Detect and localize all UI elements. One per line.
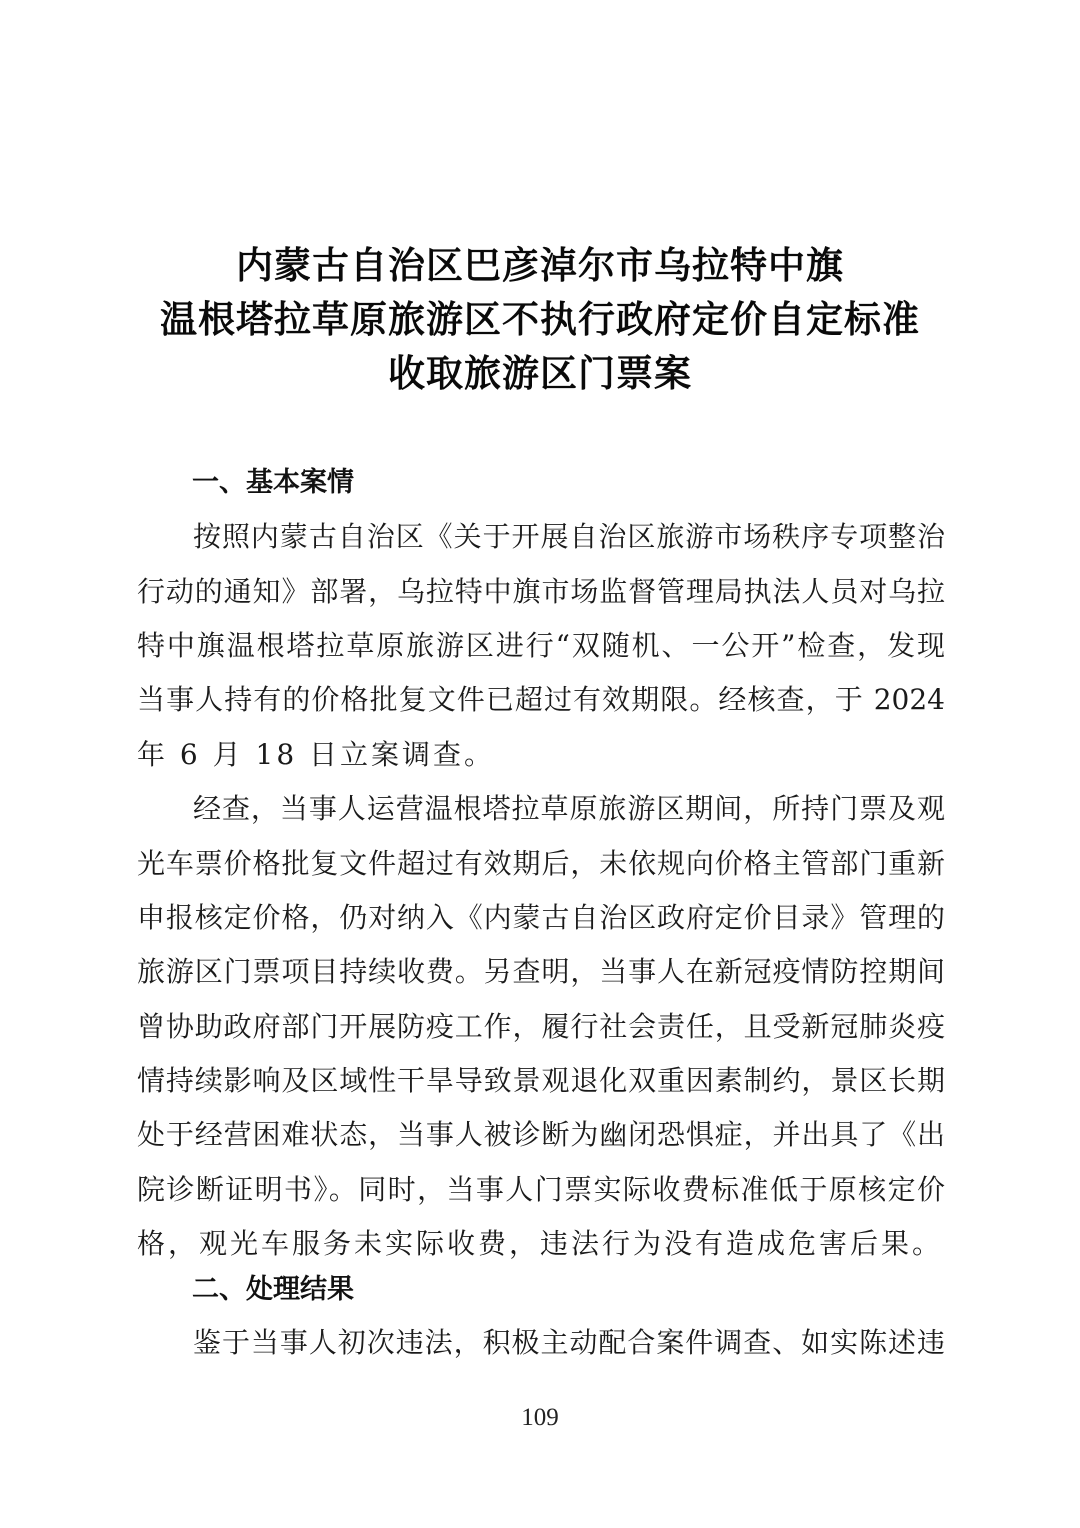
title-line-1: 内蒙古自治区巴彦淖尔市乌拉特中旗 [236,243,844,287]
page-number: 109 [521,1404,559,1431]
title-line-2: 温根塔拉草原旅游区不执行政府定价自定标准 [160,297,920,341]
body-line: 当事人持有的价格批复文件已超过有效期限。经核查，于 2024 [137,683,945,716]
body-line: 情持续影响及区域性干旱导致景观退化双重因素制约，景区长期 [137,1064,945,1097]
title-line-3: 收取旅游区门票案 [388,351,692,395]
body-line: 年 6 月 18 日立案调查。 [137,738,496,771]
body-line: 格，观光车服务未实际收费，违法行为没有造成危害后果。 [137,1227,944,1260]
body-line: 特中旗温根塔拉草原旅游区进行“双随机、一公开”检查，发现 [137,629,945,662]
body-line: 旅游区门票项目持续收费。另查明，当事人在新冠疫情防控期间 [137,955,945,988]
body-line: 经查，当事人运营温根塔拉草原旅游区期间，所持门票及观 [193,792,945,825]
body-line: 申报核定价格，仍对纳入《内蒙古自治区政府定价目录》管理的 [137,901,945,934]
body-line: 曾协助政府部门开展防疫工作，履行社会责任，且受新冠肺炎疫 [137,1010,945,1043]
body-line: 处于经营困难状态，当事人被诊断为幽闭恐惧症，并出具了《出 [137,1118,945,1151]
body-line: 鉴于当事人初次违法，积极主动配合案件调查、如实陈述违 [193,1326,945,1359]
body-line: 按照内蒙古自治区《关于开展自治区旅游市场秩序专项整治 [193,520,945,553]
section-heading-handling-result: 二、处理结果 [192,1274,354,1305]
body-line: 光车票价格批复文件超过有效期后，未依规向价格主管部门重新 [137,847,945,880]
section-heading-basic-facts: 一、基本案情 [192,467,354,498]
document-title [0,238,1080,400]
body-line: 行动的通知》部署，乌拉特中旗市场监督管理局执法人员对乌拉 [137,575,945,608]
body-line: 院诊断证明书》。同时，当事人门票实际收费标准低于原核定价 [137,1173,945,1206]
